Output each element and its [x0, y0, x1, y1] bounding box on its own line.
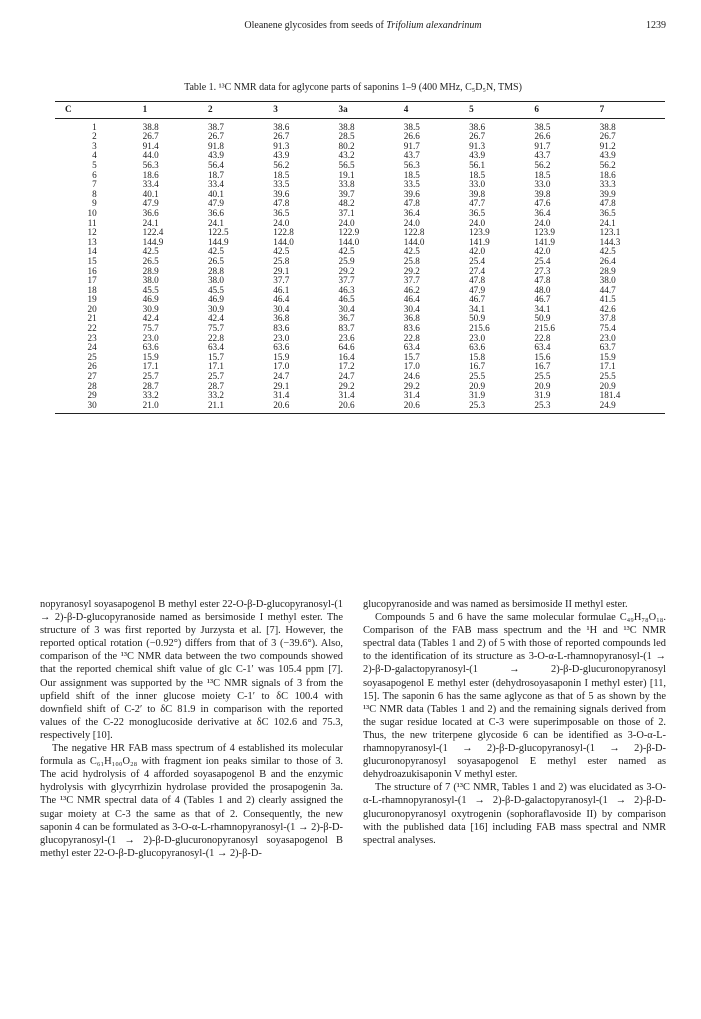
body-text: [40, 598, 666, 860]
right-paragraph-3: The structure of 7 (¹³C NMR, Tables 1 and 2) was elucidated as 3-O-α-L-rhamnopyranosyl-(1 → 2)-β-D-galactopyranosyl-(1 → 2)-β-D-glucuronopyranosyl oxytrogenin (sophoraflavoside II) by comparison with the published data [16] including FAB mass spectral and NMR spectral analyses.: [363, 782, 666, 846]
column-header-compound: 1: [143, 102, 208, 119]
shift-value: 36.5: [599, 207, 616, 218]
shift-value: 44.7: [599, 284, 616, 295]
carbon-number: 23: [87, 332, 97, 343]
shift-value: 26.4: [599, 255, 616, 266]
shift-value: 43.7: [534, 150, 551, 161]
carbon-number: 8: [92, 188, 97, 199]
shift-value: 83.6: [273, 323, 290, 334]
shift-value: 83.6: [403, 323, 420, 334]
left-column: [40, 598, 343, 860]
shift-value: 215.6: [469, 323, 490, 334]
shift-value: 17.2: [338, 361, 355, 372]
shift-value: 144.9: [142, 236, 164, 247]
shift-value: 23.0: [599, 332, 616, 343]
shift-value: 29.1: [273, 265, 290, 276]
shift-value: 47.7: [469, 198, 486, 209]
shift-value: 20.6: [339, 401, 404, 414]
shift-value: 17.1: [207, 361, 225, 372]
right-paragraph-2: Compounds 5 and 6 have the same molecular formulae C₄₉H₇₈O₁₈. Comparison of the FAB mass spectrum and the ¹H and ¹³C NMR spectral data (Tables 1 and 2) of 5 with those of reported compounds led to the identification of its structure as 3-O-α-L-rhamnopyranosyl-(1 → 2)-β-D-galactopyranosyl-(1 → 2)-β-D-glucuronopyranosyl soyasapogenol E methyl ester (dehydrosoyasaponin I methyl ester) [11, 15]. The saponin 6 has the same aglycone as that of 5 as shown by the ¹³C NMR data (Tables 1 and 2) and the remaining signals derived from the sugar residue located at C-3 were superimposable on those of 2. Thus, the new triterpene glycoside 6 can be identified as 3-O-α-L-rhamnopyranosyl-(1 → 2)-β-D-glucopyranosyl-(1 → 2)-β-D-glucuronopyranosyl soyasapogenol E methyl ester named as dehydroazukisaponin V methyl ester.: [363, 612, 666, 781]
shift-value: 37.8: [599, 313, 616, 324]
shift-value: 24.9: [600, 401, 665, 414]
shift-value: 47.9: [207, 198, 225, 209]
shift-value: 33.2: [142, 390, 159, 401]
shift-value: 29.2: [403, 380, 420, 391]
shift-value: 26.7: [142, 131, 159, 142]
shift-value: 56.2: [534, 159, 551, 170]
shift-value: 47.9: [469, 284, 486, 295]
shift-value: 181.4: [599, 390, 621, 401]
shift-value: 28.8: [207, 265, 225, 276]
shift-value: 45.5: [207, 284, 225, 295]
shift-value: 27.3: [534, 265, 551, 276]
shift-value: 33.0: [469, 179, 486, 190]
shift-value: 25.7: [207, 371, 225, 382]
shift-value: 38.8: [599, 121, 616, 132]
shift-value: 39.6: [403, 188, 420, 199]
shift-value: 47.8: [403, 198, 420, 209]
column-header-compound: 2: [208, 102, 273, 119]
shift-value: 21.1: [208, 401, 273, 414]
shift-value: 42.5: [273, 246, 290, 257]
shift-value: 36.7: [338, 313, 355, 324]
shift-value: 20.6: [273, 401, 338, 414]
shift-value: 33.4: [207, 179, 225, 190]
shift-value: 144.9: [207, 236, 229, 247]
shift-value: 75.7: [142, 323, 159, 334]
nmr-table: [55, 101, 665, 414]
shift-value: 46.9: [142, 294, 159, 305]
shift-value: 25.8: [403, 255, 420, 266]
shift-value: 50.9: [534, 313, 551, 324]
shift-value: 31.4: [403, 390, 420, 401]
shift-value: 63.7: [599, 342, 616, 353]
shift-value: 30.4: [338, 303, 355, 314]
right-paragraph-1: glucopyranoside and was named as bersimoside II methyl ester.: [363, 599, 628, 610]
shift-value: 19.1: [338, 169, 355, 180]
shift-value: 38.5: [403, 121, 420, 132]
shift-value: 24.7: [273, 371, 290, 382]
shift-value: 46.1: [273, 284, 290, 295]
shift-value: 75.4: [599, 323, 616, 334]
table-caption: Table 1. ¹³C NMR data for aglycone parts of saponins 1–9 (400 MHz, C₅D₅N, TMS): [184, 82, 522, 93]
shift-value: 30.4: [403, 303, 420, 314]
carbon-number: 5: [92, 159, 97, 170]
shift-value: 40.1: [207, 188, 225, 199]
shift-value: 25.5: [469, 371, 486, 382]
shift-value: 34.1: [534, 303, 551, 314]
carbon-number: 10: [87, 207, 97, 218]
shift-value: 46.9: [207, 294, 225, 305]
shift-value: 29.2: [338, 265, 355, 276]
shift-value: 33.2: [207, 390, 225, 401]
shift-value: 15.7: [207, 351, 225, 362]
shift-value: 123.9: [469, 227, 490, 238]
nmr-table-header-row: [55, 102, 665, 119]
shift-value: 47.6: [534, 198, 551, 209]
shift-value: 18.5: [534, 169, 551, 180]
shift-value: 22.8: [534, 332, 551, 343]
shift-value: 42.5: [403, 246, 420, 257]
column-header-compound: 4: [404, 102, 469, 119]
shift-value: 46.2: [403, 284, 420, 295]
shift-value: 26.6: [534, 131, 551, 142]
carbon-number: 18: [87, 284, 97, 295]
carbon-number: 12: [87, 227, 97, 238]
shift-value: 39.8: [469, 188, 486, 199]
shift-value: 25.4: [534, 255, 551, 266]
carbon-number: 25: [87, 351, 97, 362]
column-header-compound: 3a: [339, 102, 404, 119]
shift-value: 23.0: [273, 332, 290, 343]
shift-value: 28.7: [142, 380, 159, 391]
shift-value: 26.5: [142, 255, 159, 266]
carbon-number: 21: [87, 313, 97, 324]
carbon-number: 6: [92, 169, 97, 180]
column-header-compound: 7: [600, 102, 665, 119]
shift-value: 15.7: [403, 351, 420, 362]
shift-value: 29.2: [403, 265, 420, 276]
shift-value: 29.2: [338, 380, 355, 391]
shift-value: 36.5: [469, 207, 486, 218]
shift-value: 123.1: [599, 227, 621, 238]
shift-value: 24.1: [207, 217, 225, 228]
shift-value: 38.0: [207, 275, 225, 286]
shift-value: 36.6: [207, 207, 225, 218]
shift-value: 33.0: [534, 179, 551, 190]
shift-value: 23.0: [142, 332, 159, 343]
shift-value: 38.5: [534, 121, 551, 132]
shift-value: 26.7: [469, 131, 486, 142]
carbon-number: 17: [87, 275, 97, 286]
shift-value: 37.7: [338, 275, 355, 286]
shift-value: 25.3: [469, 401, 534, 414]
shift-value: 144.3: [599, 236, 621, 247]
shift-value: 45.5: [142, 284, 159, 295]
shift-value: 15.9: [599, 351, 616, 362]
shift-value: 42.5: [338, 246, 355, 257]
shift-value: 91.4: [142, 140, 159, 151]
shift-value: 20.9: [534, 380, 551, 391]
shift-value: 38.0: [142, 275, 159, 286]
shift-value: 37.7: [273, 275, 290, 286]
shift-value: 91.7: [534, 140, 551, 151]
carbon-number: 29: [87, 390, 97, 401]
carbon-number: 20: [87, 303, 97, 314]
shift-value: 24.6: [403, 371, 420, 382]
shift-value: 20.6: [404, 401, 469, 414]
shift-value: 91.2: [599, 140, 616, 151]
shift-value: 56.3: [403, 159, 420, 170]
carbon-number: 28: [87, 380, 97, 391]
shift-value: 42.5: [599, 246, 616, 257]
shift-value: 215.6: [534, 323, 556, 334]
shift-value: 63.6: [142, 342, 159, 353]
shift-value: 122.9: [338, 227, 360, 238]
shift-value: 43.9: [207, 150, 225, 161]
shift-value: 30.4: [273, 303, 290, 314]
shift-value: 24.0: [338, 217, 355, 228]
shift-value: 47.8: [469, 275, 486, 286]
shift-value: 20.9: [599, 380, 616, 391]
shift-value: 91.7: [403, 140, 420, 151]
shift-value: 122.5: [207, 227, 229, 238]
shift-value: 37.7: [403, 275, 420, 286]
shift-value: 18.5: [469, 169, 486, 180]
shift-value: 46.4: [273, 294, 290, 305]
shift-value: 47.8: [534, 275, 551, 286]
shift-value: 144.0: [338, 236, 360, 247]
shift-value: 43.2: [338, 150, 355, 161]
shift-value: 16.7: [534, 361, 551, 372]
shift-value: 25.7: [142, 371, 159, 382]
shift-value: 123.9: [534, 227, 556, 238]
shift-value: 141.9: [469, 236, 490, 247]
shift-value: 20.9: [469, 380, 486, 391]
shift-value: 25.3: [534, 401, 599, 414]
shift-value: 33.5: [403, 179, 420, 190]
shift-value: 41.5: [599, 294, 616, 305]
carbon-number: 30: [55, 401, 143, 414]
shift-value: 17.1: [599, 361, 616, 372]
carbon-number: 14: [87, 246, 97, 257]
shift-value: 18.7: [207, 169, 225, 180]
shift-value: 91.3: [273, 140, 290, 151]
shift-value: 18.5: [273, 169, 290, 180]
shift-value: 50.9: [469, 313, 486, 324]
carbon-number: 9: [92, 198, 97, 209]
shift-value: 83.7: [338, 323, 355, 334]
shift-value: 17.0: [403, 361, 420, 372]
shift-value: 36.8: [273, 313, 290, 324]
right-column: [363, 598, 666, 860]
shift-value: 24.7: [338, 371, 355, 382]
shift-value: 56.5: [338, 159, 355, 170]
shift-value: 24.0: [273, 217, 290, 228]
shift-value: 18.6: [142, 169, 159, 180]
shift-value: 38.8: [142, 121, 159, 132]
carbon-number: 24: [87, 342, 97, 353]
shift-value: 31.4: [273, 390, 290, 401]
shift-value: 25.5: [599, 371, 616, 382]
shift-value: 42.0: [534, 246, 551, 257]
shift-value: 22.8: [207, 332, 225, 343]
shift-value: 39.8: [534, 188, 551, 199]
shift-value: 38.6: [273, 121, 290, 132]
shift-value: 42.4: [142, 313, 159, 324]
shift-value: 63.6: [469, 342, 486, 353]
carbon-number: 1: [92, 121, 97, 132]
carbon-number: 22: [87, 323, 97, 334]
carbon-number: 26: [87, 361, 97, 372]
shift-value: 43.9: [599, 150, 616, 161]
shift-value: 36.8: [403, 313, 420, 324]
shift-value: 42.5: [142, 246, 159, 257]
shift-value: 46.7: [469, 294, 486, 305]
carbon-number: 7: [92, 179, 97, 190]
shift-value: 18.5: [403, 169, 420, 180]
shift-value: 26.7: [599, 131, 616, 142]
shift-value: 46.7: [534, 294, 551, 305]
shift-value: 23.6: [338, 332, 355, 343]
carbon-number: 11: [87, 217, 97, 228]
shift-value: 23.0: [469, 332, 486, 343]
shift-value: 27.4: [469, 265, 486, 276]
shift-value: 47.8: [273, 198, 290, 209]
shift-value: 122.4: [142, 227, 164, 238]
shift-value: 26.7: [207, 131, 225, 142]
running-head: [40, 20, 666, 31]
shift-value: 33.4: [142, 179, 159, 190]
shift-value: 144.0: [273, 236, 294, 247]
shift-value: 144.0: [403, 236, 425, 247]
left-paragraph-2: The negative HR FAB mass spectrum of 4 established its molecular formula as C₆₁H₁₀₀O₂₈ with fragment ion peaks similar to those of 3. The acid hydrolysis of 4 afforded soyasapogenol B and the enzymic hydrolysis with glycyrrhizin hydrolase provided the prosapogenin 3a. The ¹³C NMR spectral data of 4 (Tables 1 and 2) clearly assigned the sugar moiety at C-3 the same as that of 2. Consequently, the new saponin 4 can be formulated as 3-O-α-L-rhamnopyranosyl-(1 → 2)-β-D-glucopyranosyl-(1 → 2)-β-D-glucuronopyranosyl soyasapogenol B methyl ester 22-O-β-D-glucopyranosyl-(1 → 2)-β-D-: [40, 743, 343, 859]
shift-value: 141.9: [534, 236, 556, 247]
shift-value: 43.9: [469, 150, 486, 161]
carbon-number: 3: [92, 140, 97, 151]
shift-value: 42.5: [207, 246, 225, 257]
shift-value: 16.4: [338, 351, 355, 362]
shift-value: 28.9: [142, 265, 159, 276]
shift-value: 28.5: [338, 131, 355, 142]
shift-value: 42.4: [207, 313, 225, 324]
shift-value: 33.8: [338, 179, 355, 190]
shift-value: 18.6: [599, 169, 616, 180]
shift-value: 26.7: [273, 131, 290, 142]
shift-value: 24.0: [469, 217, 486, 228]
shift-value: 48.2: [338, 198, 355, 209]
table-row: [55, 118, 665, 132]
running-head-title-text: Oleanene glycosides from seeds of: [244, 20, 384, 31]
shift-value: 42.0: [469, 246, 486, 257]
shift-value: 56.2: [599, 159, 616, 170]
column-header-compound: 6: [534, 102, 599, 119]
running-head-species: Trifolium alexandrinum: [386, 20, 482, 31]
shift-value: 43.7: [403, 150, 420, 161]
shift-value: 26.5: [207, 255, 225, 266]
shift-value: 17.0: [273, 361, 290, 372]
shift-value: 16.7: [469, 361, 486, 372]
shift-value: 24.1: [142, 217, 159, 228]
shift-value: 46.4: [403, 294, 420, 305]
shift-value: 26.6: [403, 131, 420, 142]
carbon-number: 27: [87, 371, 97, 382]
shift-value: 30.9: [207, 303, 225, 314]
shift-value: 30.9: [142, 303, 159, 314]
shift-value: 15.9: [273, 351, 290, 362]
shift-value: 63.4: [403, 342, 420, 353]
shift-value: 25.9: [338, 255, 355, 266]
shift-value: 56.3: [142, 159, 159, 170]
shift-value: 29.1: [273, 380, 290, 391]
nmr-table-body: [55, 118, 665, 414]
page-number: 1239: [646, 20, 666, 31]
shift-value: 31.9: [469, 390, 486, 401]
shift-value: 24.0: [403, 217, 420, 228]
shift-value: 25.8: [273, 255, 290, 266]
running-head-title: [80, 20, 646, 31]
shift-value: 36.4: [534, 207, 551, 218]
shift-value: 17.1: [142, 361, 159, 372]
shift-value: 64.6: [338, 342, 355, 353]
carbon-number: 2: [92, 131, 97, 142]
shift-value: 38.0: [599, 275, 616, 286]
shift-value: 24.1: [599, 217, 616, 228]
shift-value: 15.8: [469, 351, 486, 362]
shift-value: 75.7: [207, 323, 225, 334]
carbon-number: 13: [87, 236, 97, 247]
table-row: [55, 401, 665, 414]
shift-value: 122.8: [273, 227, 294, 238]
shift-value: 56.1: [469, 159, 486, 170]
shift-value: 91.3: [469, 140, 486, 151]
shift-value: 47.9: [142, 198, 159, 209]
shift-value: 44.0: [142, 150, 159, 161]
shift-value: 34.1: [469, 303, 486, 314]
shift-value: 21.0: [143, 401, 208, 414]
shift-value: 56.4: [207, 159, 225, 170]
shift-value: 80.2: [338, 140, 355, 151]
shift-value: 28.7: [207, 380, 225, 391]
shift-value: 36.4: [403, 207, 420, 218]
shift-value: 33.5: [273, 179, 290, 190]
carbon-number: 19: [87, 294, 97, 305]
shift-value: 25.5: [534, 371, 551, 382]
shift-value: 25.4: [469, 255, 486, 266]
nmr-table-head: [55, 102, 665, 119]
shift-value: 122.8: [403, 227, 425, 238]
shift-value: 37.1: [338, 207, 355, 218]
carbon-number: 16: [87, 265, 97, 276]
shift-value: 39.7: [338, 188, 355, 199]
shift-value: 91.8: [207, 140, 225, 151]
left-paragraph-1: nopyranosyl soyasapogenol B methyl ester 22-O-β-D-glucopyranosyl-(1 → 2)-β-D-glucopyranoside named as bersimoside I methyl ester. The structure of 3 was first reported by Jurzysta et al. [7]. However, the reported optical rotation (−0.92°) differs from that of 3 (−39.6°). Also, comparison of the ¹³C NMR data between the two compounds showed that the reported chemical shift value of glc C-1′ was 105.4 ppm [7]. Our assignment was supported by the ¹³C NMR signals of 3 from the upfield shift of the inner glucose moiety C-1′ to δC 100.4 with downfield shift of C-2′ to δC 81.9 in comparison with the reported values of the C-22 monoglucoside derivative at δC 102.6 and 75.3, respectively [10].: [40, 599, 343, 741]
shift-value: 15.6: [534, 351, 551, 362]
shift-value: 38.7: [207, 121, 225, 132]
shift-value: 39.9: [599, 188, 616, 199]
column-header-compound: 5: [469, 102, 534, 119]
shift-value: 33.3: [599, 179, 616, 190]
shift-value: 38.6: [469, 121, 486, 132]
shift-value: 31.9: [534, 390, 551, 401]
shift-value: 42.6: [599, 303, 616, 314]
shift-value: 36.5: [273, 207, 290, 218]
shift-value: 39.6: [273, 188, 290, 199]
shift-value: 38.8: [338, 121, 355, 132]
shift-value: 46.3: [338, 284, 355, 295]
shift-value: 48.0: [534, 284, 551, 295]
shift-value: 24.0: [534, 217, 551, 228]
shift-value: 36.6: [142, 207, 159, 218]
shift-value: 47.8: [599, 198, 616, 209]
shift-value: 56.2: [273, 159, 290, 170]
shift-value: 31.4: [338, 390, 355, 401]
shift-value: 63.4: [207, 342, 225, 353]
shift-value: 46.5: [338, 294, 355, 305]
shift-value: 43.9: [273, 150, 290, 161]
column-header-carbon: C: [55, 102, 143, 119]
shift-value: 63.6: [273, 342, 290, 353]
carbon-number: 15: [87, 255, 97, 266]
shift-value: 28.9: [599, 265, 616, 276]
shift-value: 40.1: [142, 188, 159, 199]
shift-value: 15.9: [142, 351, 159, 362]
carbon-number: 4: [92, 150, 97, 161]
shift-value: 22.8: [403, 332, 420, 343]
shift-value: 63.4: [534, 342, 551, 353]
column-header-compound: 3: [273, 102, 338, 119]
